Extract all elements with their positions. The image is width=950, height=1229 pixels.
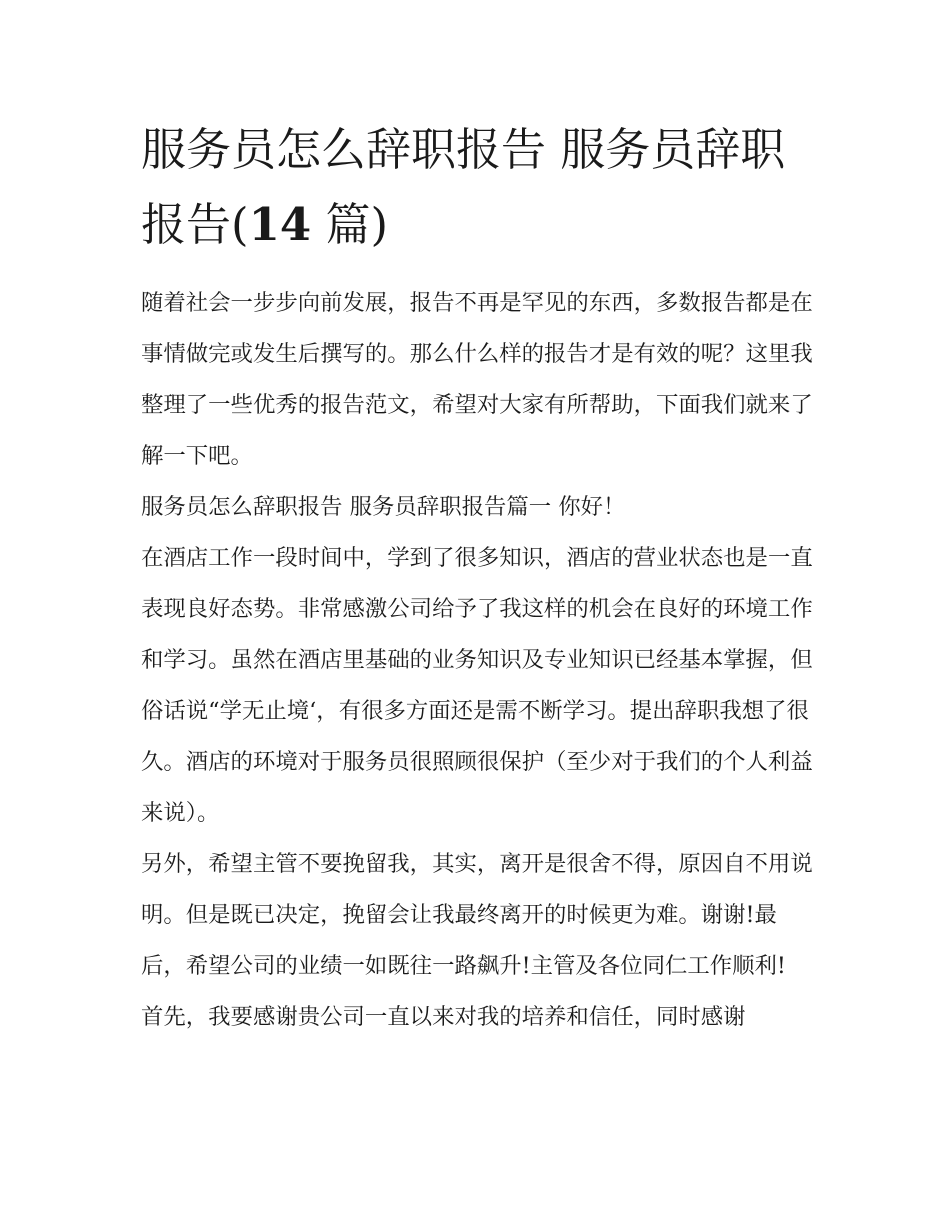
document-body xyxy=(141,112,813,1043)
document-title xyxy=(141,112,813,262)
section-heading-line: 服务员怎么辞职报告 服务员辞职报告篇一 你好！ xyxy=(141,494,626,520)
body-paragraph: 首先，我要感谢贵公司一直以来对我的培养和信任，同时感谢 xyxy=(141,1004,746,1030)
body-paragraph: 另外，希望主管不要挽留我，其实，离开是很舍不得，原因自不用说明。但是既已决定，挽留会让我最终离开的时候更为难。谢谢!最后，希望公司的业绩一如既往一路飙升!主管及各位同仁工作顺利! xyxy=(141,851,813,979)
title-count-number: 14 xyxy=(248,198,312,251)
title-text-part1: 服务员怎么辞职报告 服务员辞职报告( xyxy=(141,123,786,251)
intro-paragraph: 随着社会一步步向前发展，报告不再是罕见的东西，多数报告都是在事情做完或发生后撰写的。那么什么样的报告才是有效的呢？这里我整理了一些优秀的报告范文，希望对大家有所帮助，下面我们就来了解一下吧。 xyxy=(141,290,813,469)
title-text-part2: 篇) xyxy=(311,198,389,251)
body-paragraph: 在酒店工作一段时间中，学到了很多知识，酒店的营业状态也是一直表现良好态势。非常感激公司给予了我这样的机会在良好的环境工作和学习。虽然在酒店里基础的业务知识及专业知识已经基本掌握，但俗话说“学无止境‘，有很多方面还是需不断学习。提出辞职我想了很久。酒店的环境对于服务员很照顾很保护（至少对于我们的个人利益来说）。 xyxy=(141,545,813,826)
